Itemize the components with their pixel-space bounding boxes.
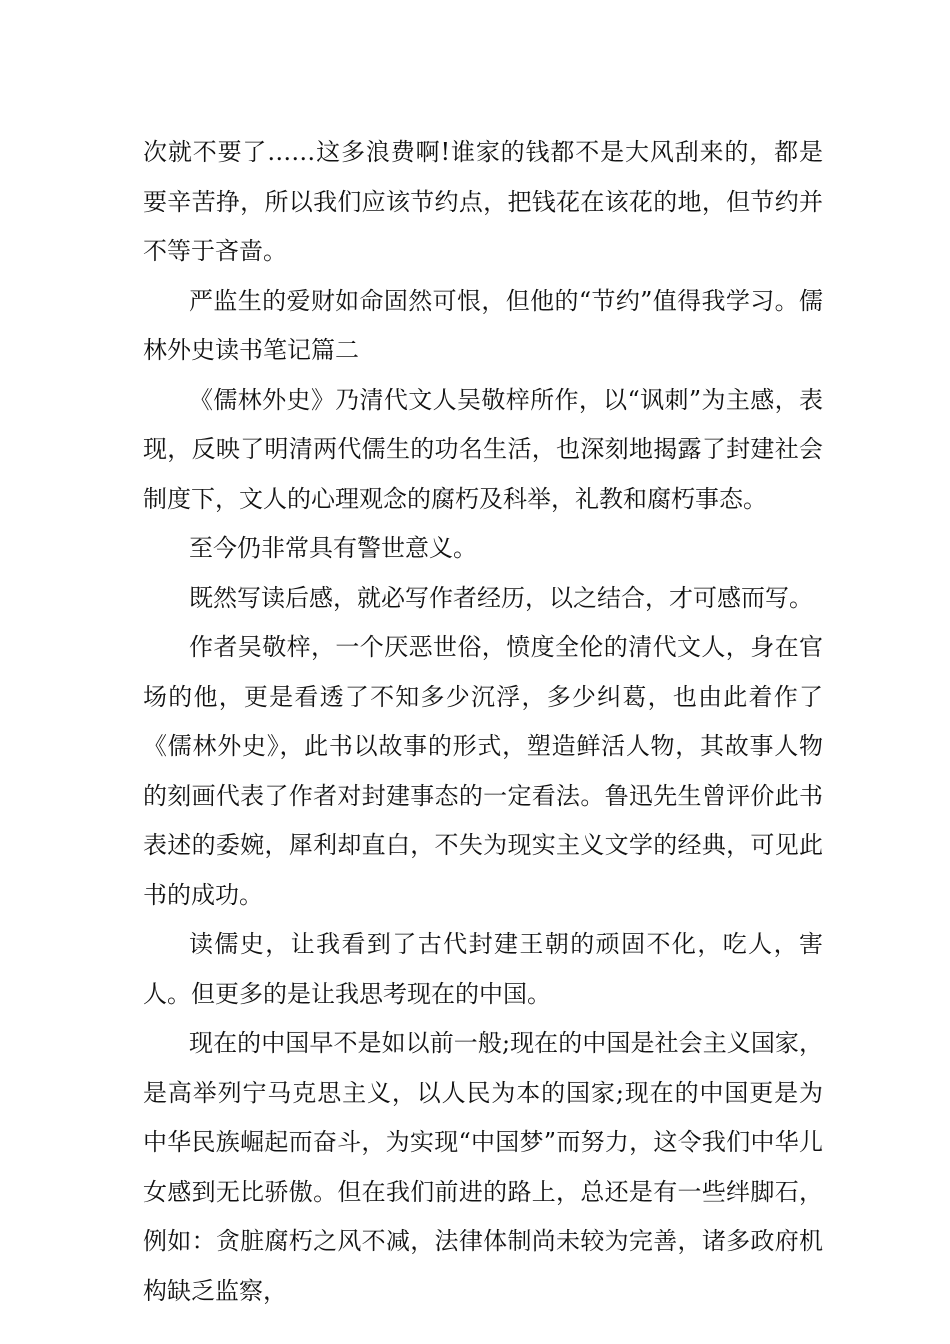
paragraph-5: 既然写读后感，就必写作者经历，以之结合，才可感而写。 — [189, 583, 813, 612]
paragraph-2: 严监生的爱财如命固然可恨，但他的“节约”值得我学习。儒林外史读书笔记篇二 — [143, 286, 823, 364]
paragraph-7: 读儒史，让我看到了古代封建王朝的顽固不化，吃人，害人。但更多的是让我思考现在的中国。 — [143, 930, 823, 1008]
paragraph-3: 《儒林外史》乃清代文人吴敬梓所作，以“讽刺”为主感，表现，反映了明清两代儒生的功名生活，也深刻地揭露了封建社会制度下，文人的心理观念的腐朽及科举，礼教和腐朽事态。 — [143, 385, 823, 513]
paragraph-1: 次就不要了……这多浪费啊!谁家的钱都不是大风刮来的，都是要辛苦挣，所以我们应该节约点，把钱花在该花的地，但节约并不等于吝啬。 — [143, 138, 823, 265]
document-body — [143, 128, 823, 1316]
paragraph-4: 至今仍非常具有警世意义。 — [189, 534, 477, 562]
paragraph-6: 作者吴敬梓，一个厌恶世俗，愤度全伦的清代文人，身在官场的他，更是看透了不知多少沉浮，多少纠葛，也由此着作了《儒林外史》，此书以故事的形式，塑造鲜活人物，其故事人物的刻画代表了作者对封建事态的一定看法。鲁迅先生曾评价此书表述的委婉，犀利却直白，不失为现实主义文学的经典，可见此书的成功。 — [143, 633, 823, 909]
paragraph-8: 现在的中国早不是如以前一般;现在的中国是社会主义国家，是高举列宁马克思主义，以人民为本的国家;现在的中国更是为中华民族崛起而奋斗，为实现“中国梦”而努力，这令我们中华儿女感到无比骄傲。但在我们前进的路上，总还是有一些绊脚石，例如：贪脏腐朽之风不减，法律体制尚未较为完善，诸多政府机构缺乏监察， — [143, 1029, 823, 1305]
